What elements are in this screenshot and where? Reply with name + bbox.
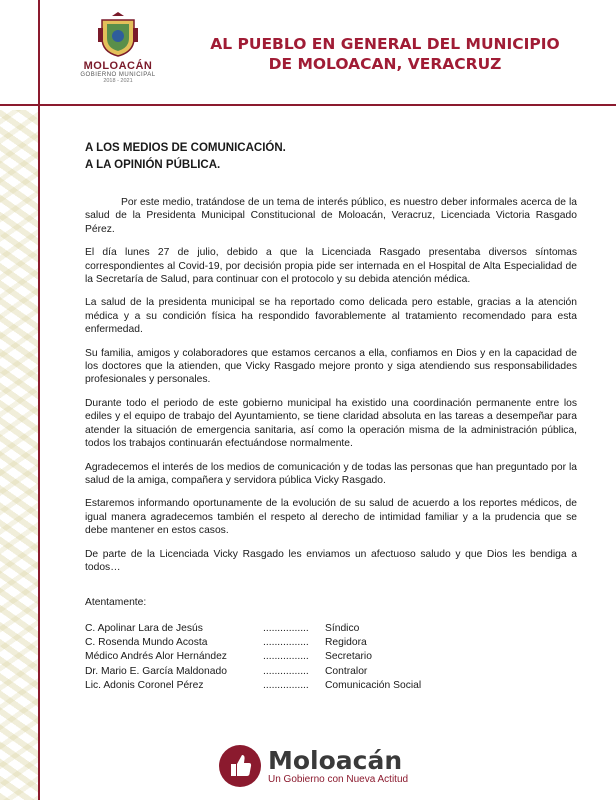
signature-row	[85, 650, 577, 664]
greeting-line-2: A LA OPINIÓN PÚBLICA.	[85, 159, 221, 171]
signer-name: Médico Andrés Alor Hernández	[85, 651, 227, 663]
signer-name: C. Rosenda Mundo Acosta	[85, 637, 208, 649]
paragraph: De parte de la Licenciada Vicky Rasgado les enviamos un afectuoso saludo y que Dios les bendiga a todos…	[85, 548, 577, 573]
page-title	[175, 34, 595, 74]
logo-years: 2018 - 2021	[103, 78, 133, 84]
footer-slogan: Un Gobierno con Nueva Actitud	[268, 773, 409, 785]
paragraph: Estaremos informando oportunamente de la evolución de su salud de acuerdo a los reportes médicos, de igual manera agradecemos también el respeto al derecho de intimidad familiar y a la prudencia que se debe mantener en estos casos.	[85, 498, 577, 537]
coat-of-arms-icon	[98, 12, 138, 58]
municipal-logo	[78, 12, 158, 84]
signer-name: C. Apolinar Lara de Jesús	[85, 622, 203, 634]
signature-row	[85, 636, 577, 650]
signature-row	[85, 622, 577, 636]
paragraph: El día lunes 27 de julio, debido a que la Licenciada Rasgado presentaba diversos síntomas correspondientes al Covid-19, por decisión propia pide ser internada en el Hospital de Alta Especialidad de la Secretaría de Salud, para continuar con el protocolo y su debida atención médica.	[85, 247, 577, 286]
signer-role: Secretario	[325, 651, 372, 663]
thumbs-up-icon	[218, 744, 262, 788]
title-line-1: AL PUEBLO EN GENERAL DEL MUNICIPIO	[210, 35, 560, 53]
signature-row	[85, 665, 577, 679]
leader-dots: ................	[263, 679, 309, 691]
header-divider	[0, 104, 616, 106]
footer-logo	[218, 744, 408, 788]
vertical-divider	[38, 0, 40, 800]
greeting	[85, 140, 577, 174]
signer-name: Dr. Mario E. García Maldonado	[85, 665, 227, 677]
leader-dots: ................	[263, 637, 309, 649]
letter-body	[85, 140, 577, 693]
signer-role: Síndico	[325, 622, 360, 634]
leader-dots: ................	[263, 651, 309, 663]
signer-name: Lic. Adonis Coronel Pérez	[85, 679, 204, 691]
paragraph: Su familia, amigos y colaboradores que estamos cercanos a ella, confiamos en Dios y en la capacidad de los doctores que la atienden, que Vicky Rasgado mejore pronto y siga atendiendo sus responsabilidades profesionales y personales.	[85, 347, 577, 386]
greeting-line-1: A LOS MEDIOS DE COMUNICACIÓN.	[85, 142, 286, 154]
paragraph: La salud de la presidenta municipal se ha reportado como delicada pero estable, gracias a la atención médica y a su condición física ha respondido favorablemente al tratamiento recomendado para esta enfermedad.	[85, 297, 577, 336]
title-line-2: DE MOLOACAN, VERACRUZ	[268, 55, 502, 73]
logo-name: MOLOACÁN	[83, 60, 153, 72]
side-pattern-decoration	[0, 110, 40, 800]
signer-role: Comunicación Social	[325, 679, 422, 691]
paragraph: Durante todo el periodo de este gobierno municipal ha existido una coordinación permanente entre los ediles y el equipo de trabajo del Ayuntamiento, se tiene claridad absoluta en las tareas a desempeñar para atender la situación de emergencia sanitaria, así como la operación misma de la administración pública, todos los trabajos continuarán efectuándose normalmente.	[85, 397, 577, 450]
signer-role: Regidora	[325, 637, 367, 649]
footer-brand-name: Moloacán	[268, 745, 403, 775]
signer-role: Contralor	[325, 665, 368, 677]
leader-dots: ................	[263, 622, 309, 634]
leader-dots: ................	[263, 665, 309, 677]
paragraph: Por este medio, tratándose de un tema de interés público, es nuestro deber informales acerca de la salud de la Presidenta Municipal Constitucional de Moloacán, Veracruz, Licenciada Victoria Rasgado Pérez.	[85, 197, 577, 235]
logo-subtitle: GOBIERNO MUNICIPAL	[80, 72, 156, 78]
closing-salutation: Atentamente:	[85, 597, 147, 609]
paragraph: Agradecemos el interés de los medios de comunicación y de todas las personas que han preguntado por la salud de la amiga, compañera y servidora pública Vicky Rasgado.	[85, 461, 577, 486]
signature-row	[85, 679, 577, 693]
